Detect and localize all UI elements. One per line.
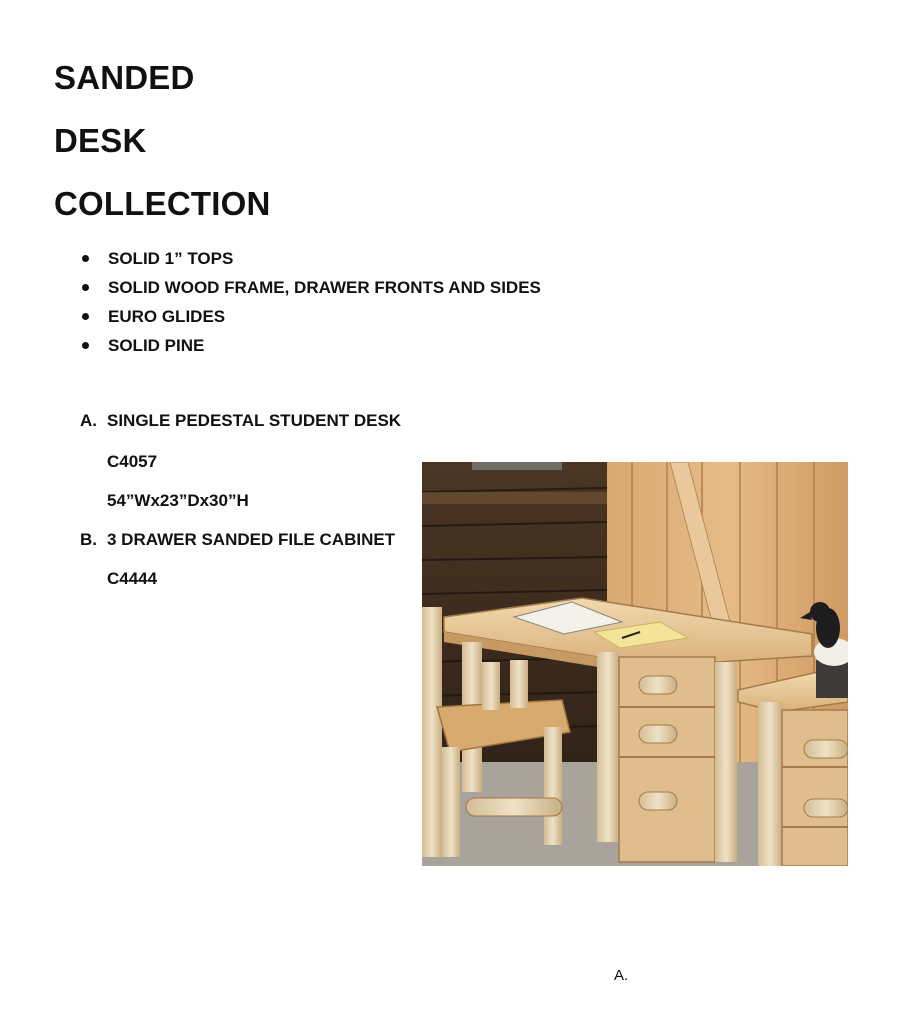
bullet-icon [82,284,89,291]
item-b-code: C4444 [107,569,158,588]
feature-item [80,331,541,360]
item-b-letter: B. [80,530,97,549]
bullet-icon [82,313,89,320]
item-a-letter: A. [80,411,97,430]
feature-item [80,273,541,302]
bullet-icon [82,255,89,262]
bullet-icon [82,342,89,349]
item-a-code: C4057 [107,452,158,471]
feature-text: EURO GLIDES [108,307,226,326]
feature-item [80,302,541,331]
feature-text: SOLID PINE [108,336,205,355]
title-line-3: COLLECTION [54,185,271,222]
item-a-heading [80,409,401,433]
feature-list [80,244,541,360]
item-a-name: SINGLE PEDESTAL STUDENT DESK [107,411,402,430]
title-line-2: DESK [54,122,147,159]
feature-item [80,244,541,273]
item-b-name: 3 DRAWER SANDED FILE CABINET [107,530,396,549]
title-line-1: SANDED [54,59,195,96]
photo-caption: A. [614,967,629,984]
item-b-heading [80,528,395,552]
item-a-dimensions: 54”Wx23”Dx30”H [107,491,249,510]
feature-text: SOLID 1” TOPS [108,249,234,268]
feature-text: SOLID WOOD FRAME, DRAWER FRONTS AND SIDES [108,278,541,297]
product-photo [422,462,848,866]
